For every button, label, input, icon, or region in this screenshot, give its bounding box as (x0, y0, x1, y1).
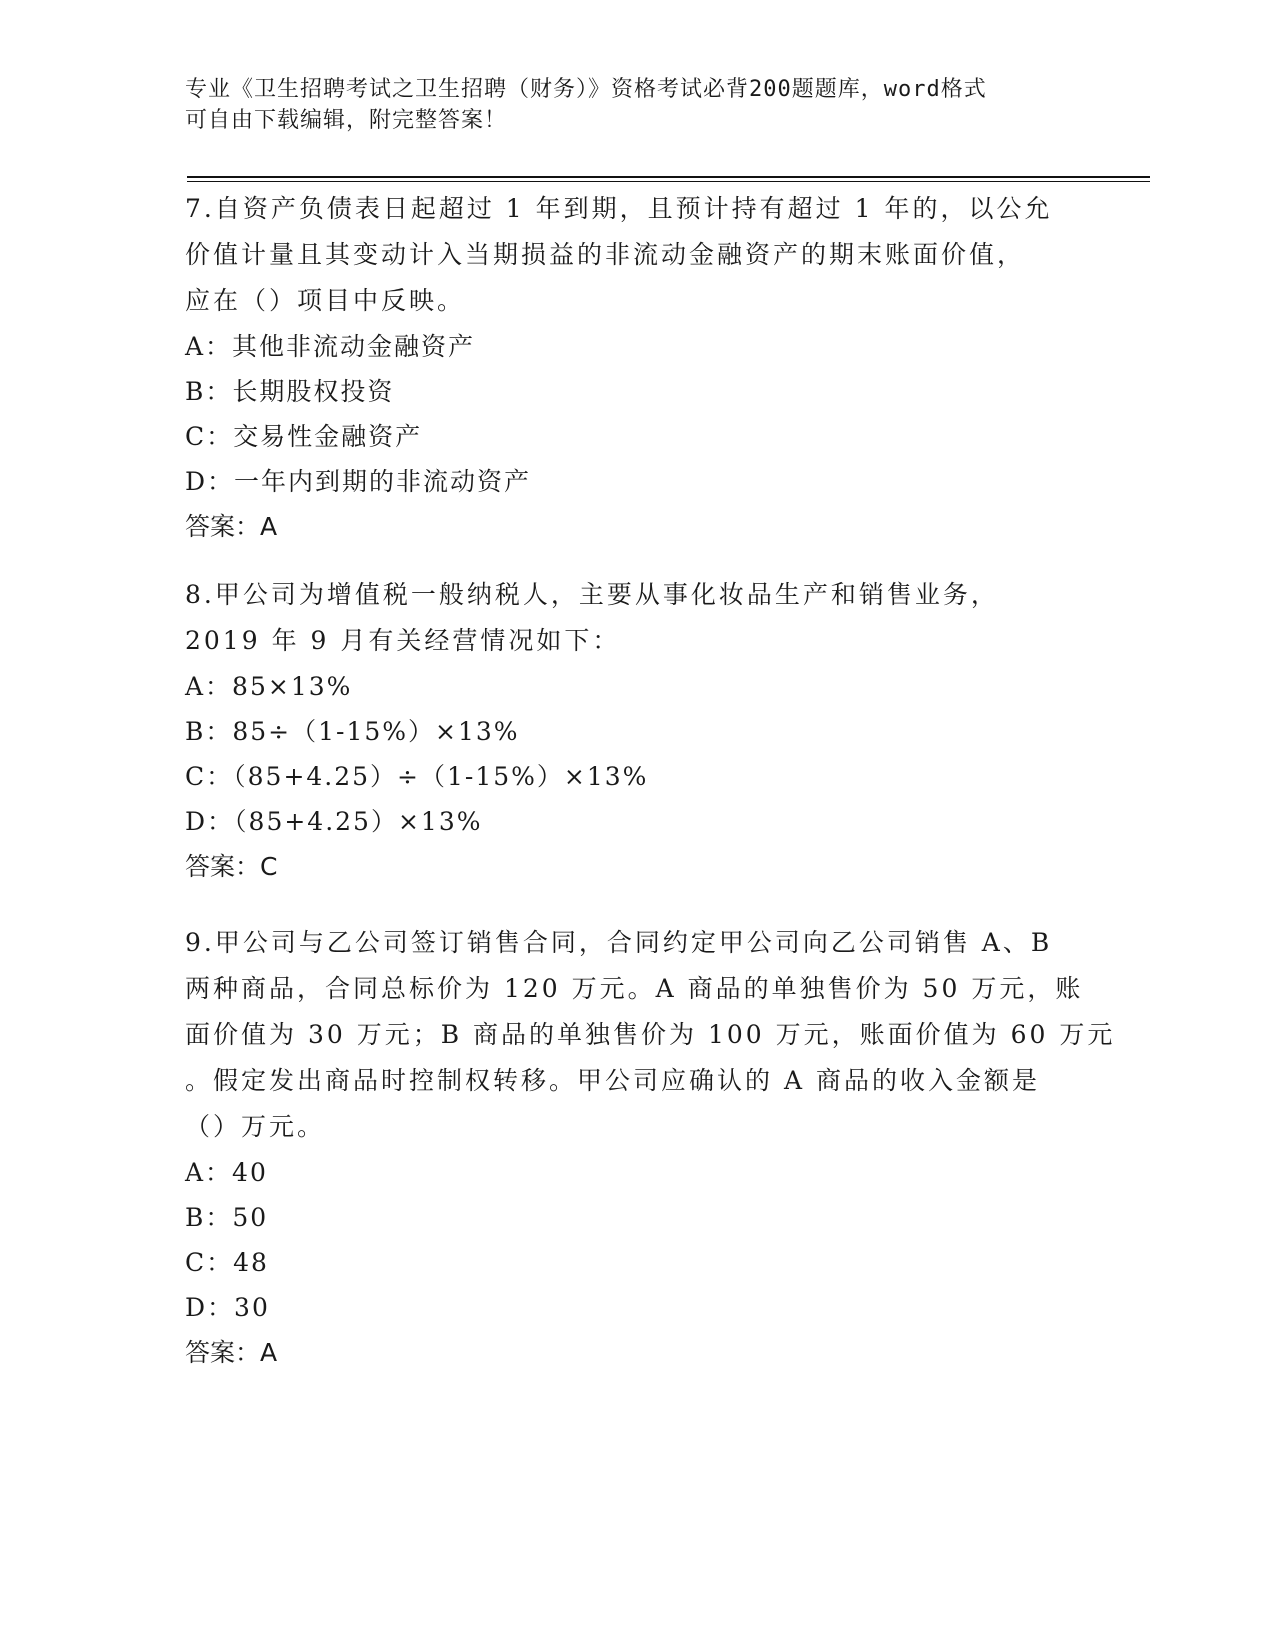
option-d: D：30 (185, 1293, 270, 1322)
answer-label: 答案：A (185, 512, 278, 541)
question-stem-line: 7.自资产负债表日起超过 1 年到期，且预计持有超过 1 年的，以公允 (185, 194, 1053, 223)
header-line-1: 专业《卫生招聘考试之卫生招聘（财务）》资格考试必背200题题库，word格式 (185, 77, 987, 102)
option-c: C：48 (185, 1248, 269, 1277)
question-stem-line: 8.甲公司为增值税一般纳税人，主要从事化妆品生产和销售业务， (185, 580, 999, 609)
header-line-2: 可自由下载编辑，附完整答案！ (185, 108, 508, 133)
option-a: A：40 (185, 1158, 268, 1187)
question-stem-line: 价值计量且其变动计入当期损益的非流动金融资产的期末账面价值， (185, 240, 1026, 269)
option-d: D：一年内到期的非流动资产 (185, 467, 532, 496)
question-9 (185, 920, 1116, 1376)
question-stem-line: 两种商品，合同总标价为 120 万元。A 商品的单独售价为 50 万元，账 (185, 974, 1084, 1003)
question-stem-line: 面价值为 30 万元；B 商品的单独售价为 100 万元，账面价值为 60 万元 (185, 1020, 1116, 1049)
question-stem-line: 应在（）项目中反映。 (185, 286, 466, 315)
answer-label: 答案：A (185, 1338, 278, 1367)
option-d: D：（85+4.25）×13% (185, 807, 483, 836)
option-b: B：长期股权投资 (185, 377, 395, 406)
question-stem-line: （）万元。 (185, 1112, 326, 1141)
question-stem-line: 。假定发出商品时控制权转移。甲公司应确认的 A 商品的收入金额是 (185, 1066, 1040, 1095)
option-c: C：交易性金融资产 (185, 422, 423, 451)
header-divider-thick (187, 176, 1150, 178)
question-stem-line: 2019 年 9 月有关经营情况如下： (185, 626, 621, 655)
option-b: B：85÷（1-15%）×13% (185, 717, 520, 746)
option-c: C：（85+4.25）÷（1-15%）×13% (185, 762, 649, 791)
question-8 (185, 572, 1085, 890)
option-b: B：50 (185, 1203, 269, 1232)
option-a: A：85×13% (185, 672, 353, 701)
question-stem-line: 9.甲公司与乙公司签订销售合同，合同约定甲公司向乙公司销售 A、B (185, 928, 1053, 957)
answer-label: 答案：C (185, 852, 278, 881)
option-a: A：其他非流动金融资产 (185, 332, 476, 361)
question-7 (185, 186, 1085, 550)
header-divider-thin (187, 181, 1150, 182)
document-header (185, 74, 1065, 136)
